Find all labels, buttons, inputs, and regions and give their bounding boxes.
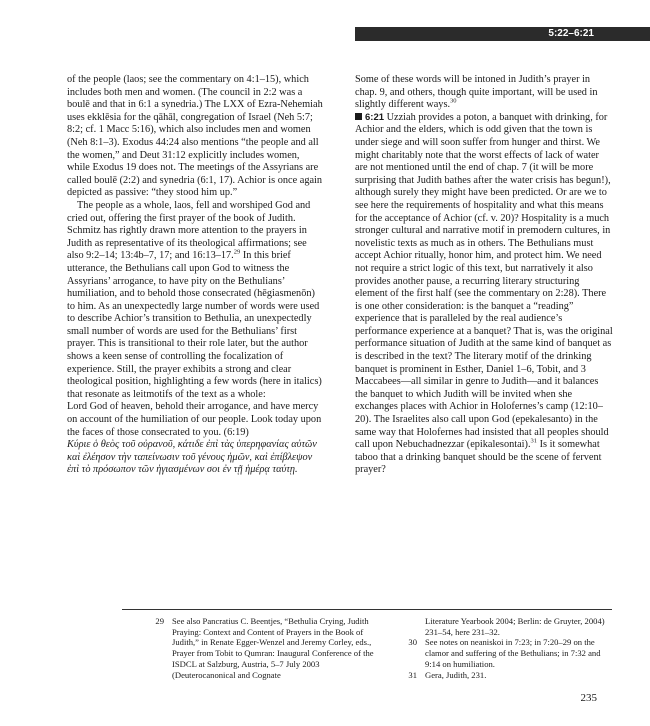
- running-header-chapter-ref: 5:22–6:21: [548, 28, 594, 39]
- footnote-ref-31[interactable]: 31: [530, 437, 538, 445]
- footnote-number: 31: [408, 669, 417, 680]
- paragraph-text: Some of these words will be intoned in Judith’s prayer in chap. 9, and others, though quite important, will be used in slightly different ways.: [355, 74, 598, 111]
- footnote-number: 29: [155, 616, 164, 626]
- paragraph-text: Is it somewhat taboo that a drinking banquet should be the scene of fervent prayer?: [355, 439, 602, 476]
- footnote-text: See notes on neaniskoi in 7:23; in 7:20–29 on the clamor and suffering of the Bethulians; in 7:32 and 9:14 on humiliation.: [425, 637, 601, 669]
- section-marker-icon: [355, 113, 362, 120]
- footnote-number: 30: [408, 637, 417, 648]
- running-header-bar: [355, 27, 650, 41]
- footnote-30: [395, 637, 613, 669]
- footnote-29-continued: Literature Yearbook 2004; Berlin: de Gruyter, 2004) 231–54, here 231–32.: [425, 616, 605, 637]
- paragraph-banquet: [355, 112, 613, 477]
- paragraph-text: Uzziah provides a poton, a banquet with drinking, for Achior and the elders, which is odd given that the town is under siege and will soon suffer from hunger and thirst. We might charitably note that the worst effects of lack of water are not mentioned until the end of chap. 7 (it will be more surprising that Judith bathes after the water crisis has begun!), although surely they might have been predicted. Or are we to see here the requirements of hospitality and what this means for the acceptance of Achior (cf. v. 20)? Hospitality is a much stronger cultural and narrative motif in premodern cultures, in novelistic texts as much as in others. The Bethulians must accept Achior ritually, honor him, and protect him. We need not require a strict logic of this text, but narratively it also provides another pause, a recurring literary structuring element of the first half (see the commentary on 2:28). There is one other consideration: is the banquet a “reading” experience that is paralleled by the real audience’s performance experience at a banquet? That is, was the original performance situation of Judith at the same kind of banquet as is described in the text? The literary motif of the drinking banquet is prominent in Esther, Daniel 1–6, Tobit, and 3 Maccabees—all similar in genre to Judith—and it balances the banquet to which Judith will be invited when she exchanges places with Achior in Holofernes’s camp (12:10–20). The Israelites also call upon God (epekalesanto) in the same way that Holofernes had insisted that all peoples should call upon Nebuchadnezzar (epikalesontai).: [355, 111, 613, 451]
- paragraph-people-laos: of the people (laos; see the commentary on 4:1–15), which includes both men and women. (The council in 2:2 was a boulē and that in 6:1 a synedria.) The LXX of Ezra-Nehemiah uses ekklēsia for the qāhāl, congregation of Israel (Neh 5:7; 8:2; cf. 1 Macc 5:16), which also includes men and women (Neh 8:1–3). Exodus 44:24 also mentions “the people and all the women,” and Deut 31:12 explicitly includes women, while Exodus 19 does not. The meetings of the Assyrians are called boulē (2:2) and synedria (6:1, 17). Achior is once again depicted as passive: “they stood him up.”: [67, 74, 323, 199]
- footnote-text: See also Pancratius C. Beentjes, “Bethulia Crying, Judith Praying: Context and Content of Prayers in the Book of Judith,” in Renate Egger-Wenzel and Jeremy Corley, eds., Prayer from Tobit to Qumran: Inaugural Conference of the ISDCL at Salzburg, Austria, 5–7 July 2003 (Deuterocanonical and Cognate: [172, 616, 374, 680]
- footnote-29: [142, 616, 378, 680]
- footnotes-left: [142, 616, 378, 680]
- footnote-31: [395, 670, 613, 681]
- paragraph-text: The people as a whole, laos, fell and worshiped God and cried out, offering the first prayer of the book of Judith. Schmitz has rightly drawn more attention to the prayers in Judith as representative of its theological affirmations; see also 9:2–14; 13:4b–7, 17; and 16:13–17.: [67, 199, 311, 262]
- page-number: 235: [580, 692, 597, 704]
- paragraph-text: In this brief utterance, the Bethulians call upon God to witness the Assyrians’ arrogance, to have pity on the Bethulians’ humiliation, and to behold those consecrated (hēgiasmenōn) to him. As an unexpectedly large number of words were used to describe Achior’s transition to Bethulia, an unexpectedly small number of words are used for the Bethulians’ first prayer. This is transitional to their role later, but the author shows a keen sense of controlling the focalization of experience. Still, the prayer exhibits a strong and clear theological position, highlighting a few words (here in italics) that resonate as leitmotifs of the text as a whole:: [67, 250, 322, 400]
- footnote-ref-30[interactable]: 30: [450, 97, 457, 105]
- paragraph-first-prayer: [67, 200, 323, 402]
- footnotes-right: [395, 616, 613, 680]
- paragraph-words-intoned: [355, 74, 613, 112]
- prayer-quote-english: Lord God of heaven, behold their arrogance, and have mercy on account of the humiliation of our people. Look today upon the faces of those consecrated to you. (6:19): [67, 401, 322, 438]
- footnote-ref-29[interactable]: 29: [233, 248, 241, 256]
- footnote-text: Gera, Judith, 231.: [425, 669, 487, 680]
- footnote-divider: [122, 609, 612, 610]
- prayer-quote-greek: Κύριε ὁ θεὸς τοῦ οὐρανοῦ, κάτιδε ἐπὶ τὰς ὑπερηφανίας αὐτῶν καὶ ἐλέησον τὴν ταπείνωσιν τοῦ γένους ἡμῶν, καὶ ἐπίβλεψον ἐπὶ τὸ πρόσωπον τῶν ἡγιασμένων σοι ἐν τῇ ἡμέρᾳ ταύτῃ.: [67, 439, 317, 476]
- left-text-column: [67, 74, 323, 477]
- verse-label: 6:21: [365, 111, 385, 123]
- right-text-column: [355, 74, 613, 477]
